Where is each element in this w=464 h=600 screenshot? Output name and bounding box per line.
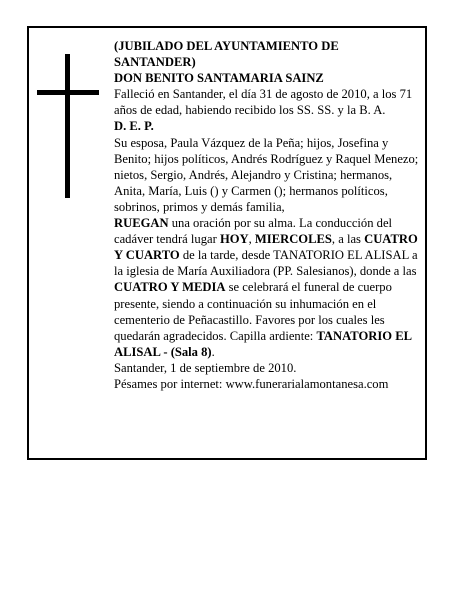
cross-icon — [37, 54, 99, 198]
ceremony-text-1: una oración por su alma. La conducción del cadáver tendrá lugar — [114, 216, 393, 247]
chapel-location: TANATORIO EL ALISAL - (Sala 8) — [114, 328, 412, 359]
weekday-label: MIERCOLES — [254, 232, 332, 247]
ruegan-label: RUEGAN — [114, 216, 169, 231]
ceremony-text-4: de la tarde, desde TANATORIO EL ALISAL a la iglesia de María Auxiliadora (PP. Salesianos), donde a las — [114, 248, 418, 279]
hoy-label: HOY — [219, 232, 249, 247]
ceremony-text-5: se celebrará el funeral de cuerpo presente, siendo a continuación su inhumación en el cementerio de Peñacastillo. Favores por los cuales les quedarán agradecidos. Capilla ardiente: — [114, 280, 392, 343]
ceremony-paragraph — [114, 215, 420, 360]
condolences-line: Pésames por internet: www.funerarialamontanesa.com — [114, 376, 389, 391]
death-info: Falleció en Santander, el día 31 de agosto de 2010, a los 71 años de edad, habiendo recibido los SS. SS. y la B. A. — [114, 87, 413, 118]
conduction-time: CUATRO Y CUARTO — [114, 232, 418, 263]
ceremony-text-6: . — [211, 344, 215, 359]
cross-vertical-bar — [65, 54, 70, 198]
occupation-header: (JUBILADO DEL AYUNTAMIENTO DE SANTANDER) — [114, 39, 339, 70]
ceremony-text-3: , a las — [331, 232, 365, 247]
cross-horizontal-bar — [37, 90, 99, 95]
rip-line: D. E. P. — [114, 119, 154, 134]
ceremony-text-2: , — [248, 232, 255, 247]
deceased-name: DON BENITO SANTAMARIA SAINZ — [114, 71, 324, 86]
funeral-time: CUATRO Y MEDIA — [114, 280, 226, 295]
place-date: Santander, 1 de septiembre de 2010. — [114, 360, 297, 375]
family-list: Su esposa, Paula Vázquez de la Peña; hijos, Josefina y Benito; hijos políticos, Andrés Rodríguez y Raquel Menezo; nietos, Sergio, Andrés, Alejandro y Cristina; hermanos, Anita, María, Luis () y Carmen (); hermanos políticos, sobrinos, primos y demás familia, — [114, 135, 419, 214]
obituary-text — [114, 38, 420, 392]
